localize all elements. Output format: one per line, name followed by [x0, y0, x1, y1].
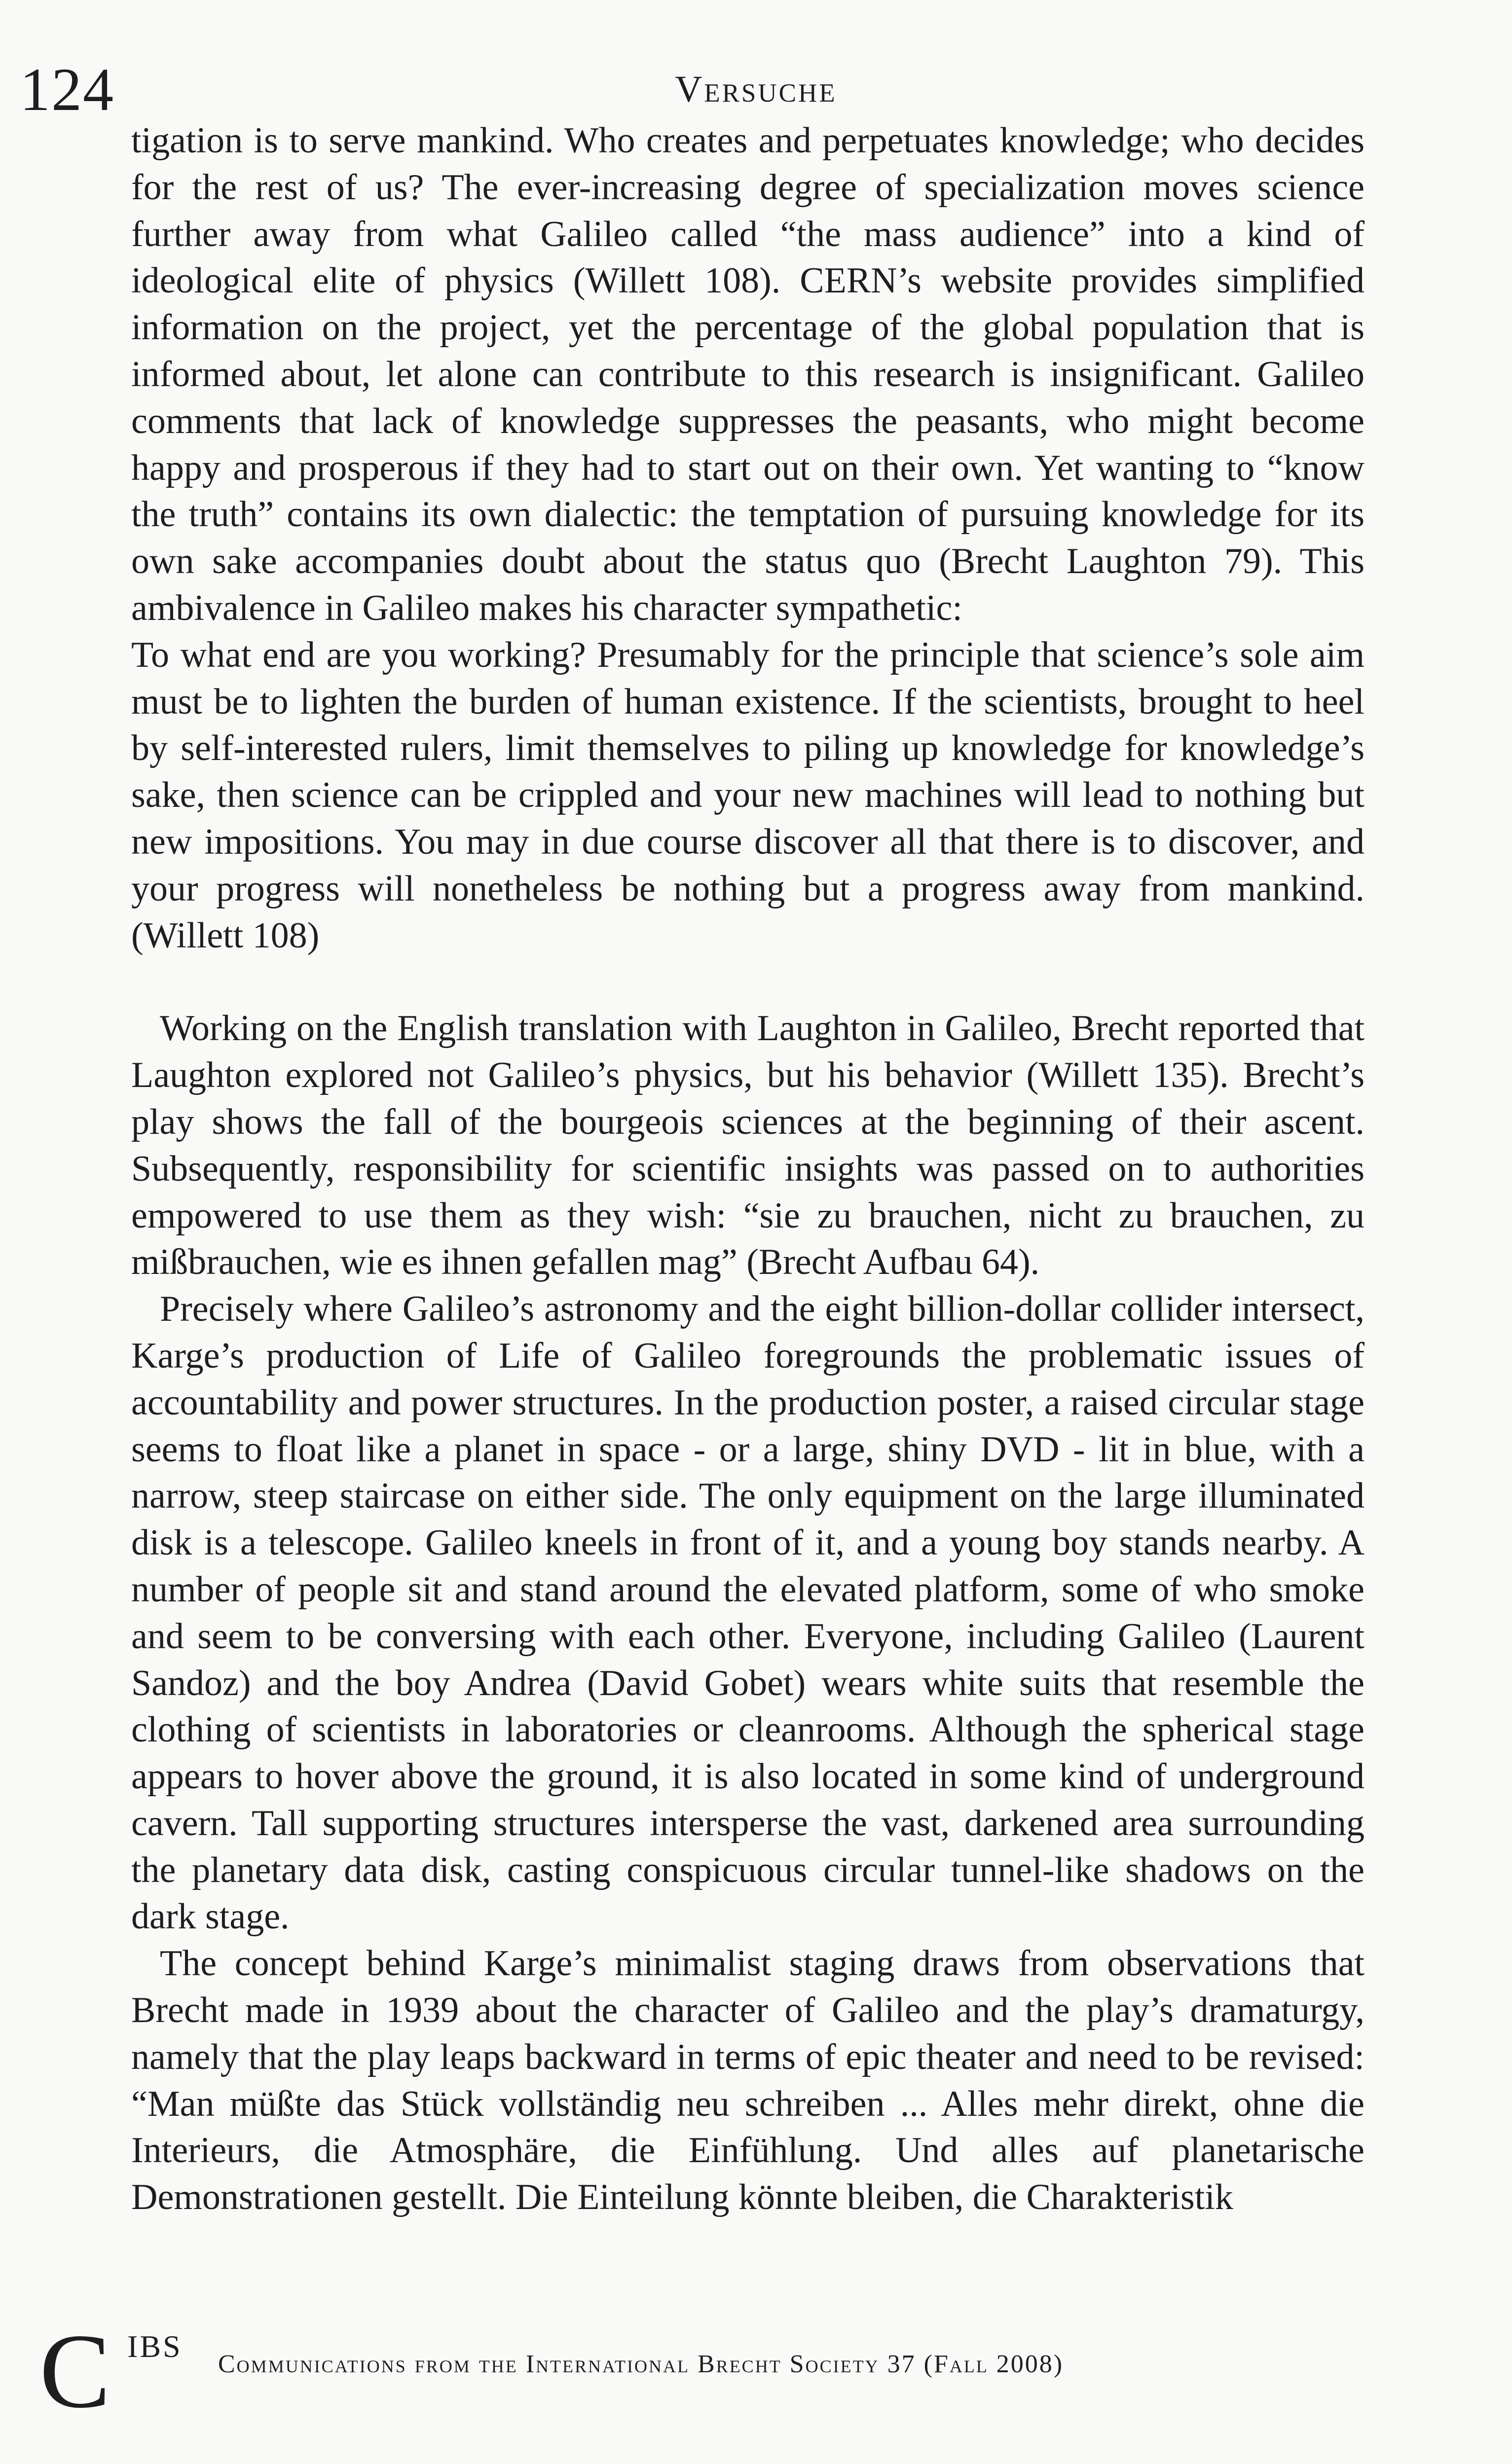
journal-citation: Communications from the International Brecht Society 37 (Fall 2008) — [218, 2350, 1064, 2378]
cibs-logo-c: C — [39, 2312, 111, 2430]
running-header: Versuche — [675, 69, 837, 110]
paragraph-production: Precisely where Galileo’s astronomy and the eight billion-dollar collider intersect, Karge’s production of Life of Galileo foregrounds the problematic issues of accountability and power structures. In the production poster, a raised circular stage seems to float like a planet in space - or a large, shiny DVD - lit in blue, with a narrow, steep staircase on either side. The only equipment on the large illuminated disk is a telescope. Galileo kneels in front of it, and a young boy stands nearby. A number of people sit and stand around the elevated platform, some of who smoke and seem to be conversing with each other. Everyone, including Galileo (Laurent Sandoz) and the boy Andrea (David Gobet) wears white suits that resemble the clothing of scientists in laboratories or cleanrooms. Although the spherical stage appears to hover above the ground, it is also located in some kind of underground cavern. Tall supporting structures intersperse the vast, darkened area surrounding the planetary data disk, casting conspicuous circular tunnel-like shadows on the dark stage. — [131, 1289, 1364, 1937]
article-body — [131, 117, 1364, 2221]
block-quote: To what end are you working? Presumably for the principle that science’s sole aim must be to lighten the burden of human existence. If the scientists, brought to heel by self-interested rulers, limit themselves to piling up knowledge for knowledge’s sake, then science can be crippled and your new machines will lead to nothing but new impositions. You may in due course discover all that there is to discover, and your progress will nonetheless be nothing but a progress away from mankind. (Willett 108) — [131, 634, 1364, 956]
page-number: 124 — [20, 56, 114, 123]
paragraph-translation: Working on the English translation with Laughton in Galileo, Brecht reported that Laughton explored not Galileo’s physics, but his behavior (Willett 135). Brecht’s play shows the fall of the bourgeois sciences at the beginning of their ascent. Subsequently, responsibility for scientific insights was passed on to authorities empowered to use them as they wish: “sie zu brauchen, nicht zu brauchen, zu mißbrauchen, wie es ihnen gefallen mag” (Brecht Aufbau 64). — [131, 1008, 1364, 1283]
paragraph-continuation: tigation is to serve mankind. Who creates and perpetuates knowledge; who decides for the rest of us? The ever-increasing degree of specialization moves science further away from what Galileo called “the mass audience” into a kind of ideological elite of physics (Willett 108). CERN’s website provides simplified information on the project, yet the percentage of the global population that is informed about, let alone can contribute to this research is insignificant. Galileo comments that lack of knowledge suppresses the peasants, who might become happy and prosperous if they had to start out on their own. Yet wanting to “know the truth” contains its own dialectic: the temptation of pursuing knowledge for its own sake accompanies doubt about the status quo (Brecht Laughton 79). This ambivalence in Galileo makes his character sympathetic: — [131, 120, 1364, 628]
paragraph-concept: The concept behind Karge’s minimalist staging draws from observations that Brecht made in 1939 about the character of Galileo and the play’s dramaturgy, namely that the play leaps backward in terms of epic theater and need to be revised: “Man müßte das Stück vollständig neu schreiben ... Alles mehr direkt, ohne die Interieurs, die Atmosphäre, die Einfühlung. Und alles auf planetarische Demonstrationen gestellt. Die Einteilung könnte bleiben, die Charakteristik — [131, 1943, 1364, 2218]
cibs-logo-ibs: IBS — [127, 2329, 183, 2364]
page-footer — [39, 2312, 1371, 2430]
